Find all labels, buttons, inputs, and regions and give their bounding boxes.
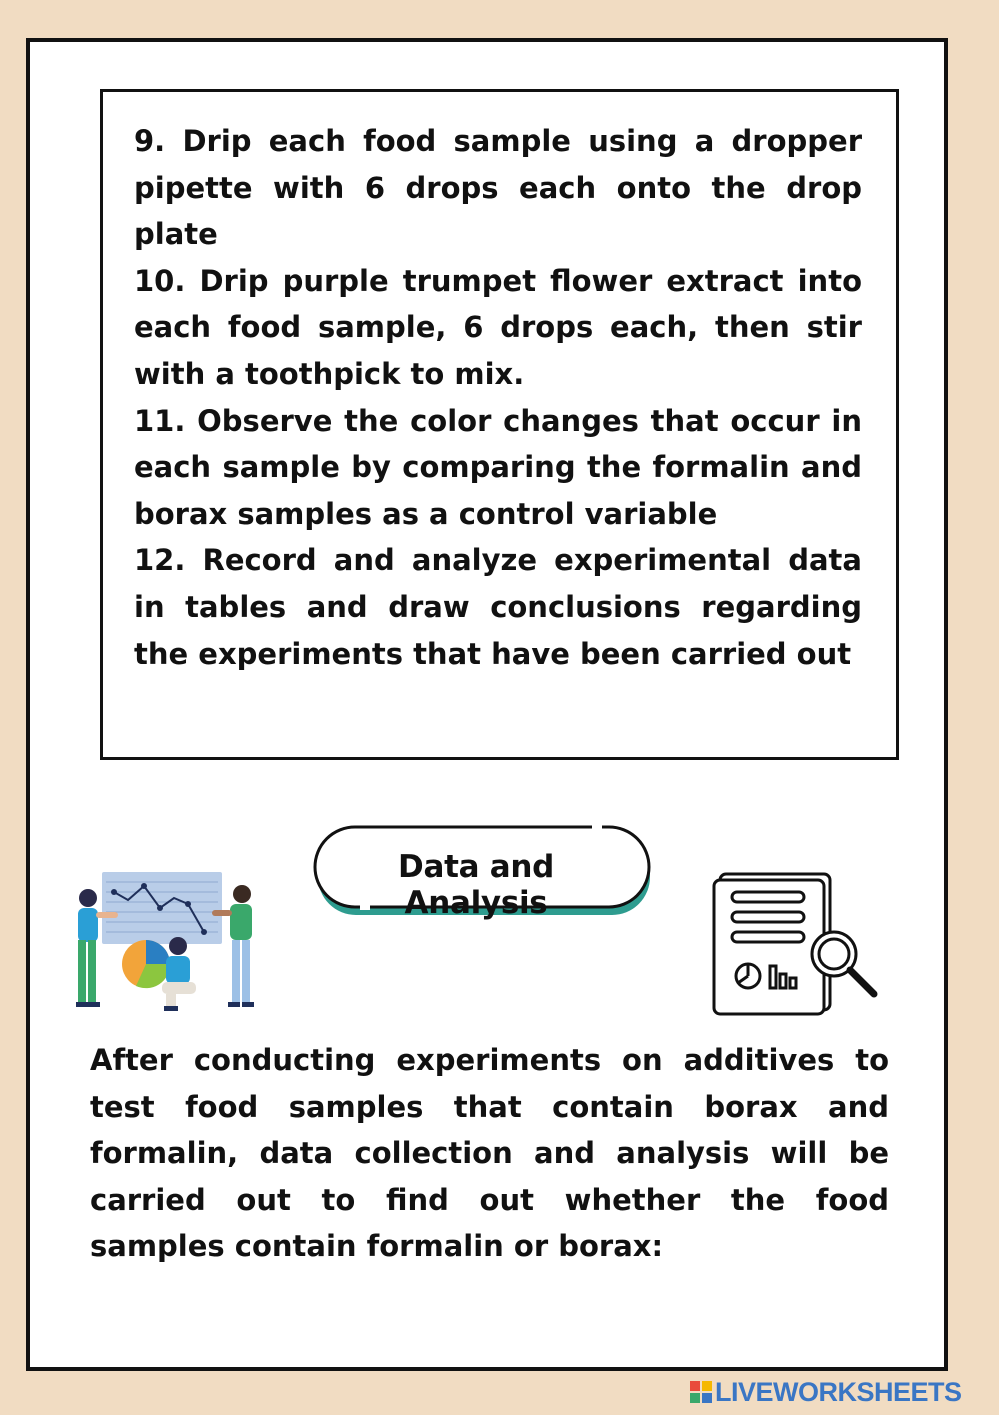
team-analysis-illustration xyxy=(66,868,266,1022)
procedure-steps-box xyxy=(100,89,899,760)
section-title: Data and Analysis xyxy=(398,849,554,921)
data-analysis-intro: After conducting experiments on additives to test food samples that contain borax and formalin, data collection and analysis will be carried out to find out whether the food samples contain formalin or borax: xyxy=(90,1043,889,1264)
report-magnifier-icon xyxy=(706,870,886,1020)
liveworksheets-logo-icon xyxy=(690,1381,712,1403)
liveworksheets-brand xyxy=(690,1376,962,1408)
section-title-pill xyxy=(312,825,652,921)
brand-name: LIVEWORKSHEETS xyxy=(715,1376,962,1407)
procedure-step-12: 12. Record and analyze experimental data in tables and draw conclusions regarding the experiments that have been carried out xyxy=(134,543,862,671)
procedure-step-9: 9. Drip each food sample using a dropper pipette with 6 drops each onto the drop plate xyxy=(134,124,862,252)
procedure-step-11: 11. Observe the color changes that occur in each sample by comparing the formalin and borax samples as a control variable xyxy=(134,403,862,531)
procedure-step-10: 10. Drip purple trumpet flower extract into each food sample, 6 drops each, then stir with a toothpick to mix. xyxy=(134,263,862,391)
